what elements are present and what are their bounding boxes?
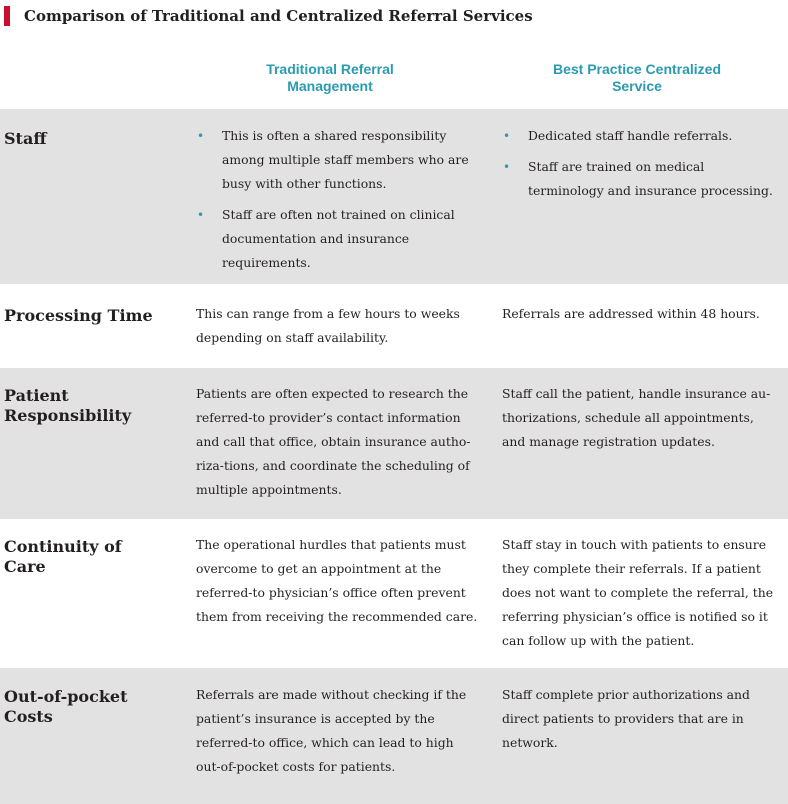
bullet-icon: • — [197, 208, 205, 222]
list-item: • Staff are often not trained on clinical documentation and insurance requirements. — [196, 203, 478, 275]
table-row-out-of-pocket-costs — [0, 668, 788, 804]
list-item: • Staff are trained on medical terminology and insurance processing. — [502, 155, 780, 203]
best-practice-list — [502, 124, 780, 210]
row-label: Processing Time — [4, 306, 153, 325]
best-practice-text: Staff complete prior authorizations and direct patients to providers that are in network. — [502, 687, 750, 750]
list-item: • Dedicated staff handle referrals. — [502, 124, 780, 148]
row-label: Continuity of Care — [4, 537, 122, 576]
bullet-icon: • — [197, 129, 205, 143]
bullet-icon: • — [503, 160, 511, 174]
table-row-processing-time — [0, 284, 788, 368]
traditional-text: This can range from a few hours to weeks depending on staff availability. — [196, 306, 460, 345]
row-label: Out-of-pocket Costs — [4, 687, 128, 726]
traditional-text: Referrals are made without checking if the patient’s insurance is accepted by the referred-to office, which can lead to high out-of-pocket costs for patients. — [196, 687, 467, 774]
traditional-list — [196, 124, 478, 282]
bullet-icon: • — [503, 129, 511, 143]
column-header-best-practice: Best Practice Centralized Service — [552, 61, 722, 94]
column-header-traditional: Traditional Referral Management — [266, 61, 394, 94]
row-label: Staff — [4, 129, 47, 148]
table-row-continuity-of-care — [0, 519, 788, 668]
best-practice-text: Staff stay in touch with patients to ensure they complete their referrals. If a patient does not want to complete the referral, the referring physician’s office is notified so it can follow up with the patient. — [502, 537, 774, 648]
row-label: Patient Responsibility — [4, 386, 132, 425]
table-row-staff — [0, 109, 788, 284]
table-row-patient-responsibility — [0, 368, 788, 519]
title-accent-bar — [4, 6, 10, 26]
list-item: • This is often a shared responsibility among multiple staff members who are busy with other functions. — [196, 124, 478, 196]
page-title: Comparison of Traditional and Centralized Referral Services — [24, 7, 533, 25]
best-practice-text: Staff call the patient, handle insurance authorizations, schedule all appointments, and manage registration updates. — [502, 386, 771, 449]
best-practice-text: Referrals are addressed within 48 hours. — [502, 306, 760, 321]
traditional-text: The operational hurdles that patients must overcome to get an appointment at the referred-to physician’s office often prevent them from receiving the recommended care. — [196, 537, 478, 624]
title-bar — [0, 6, 788, 26]
traditional-text: Patients are often expected to research the referred-to provider’s contact information and call that office, obtain insurance authoriza-tions, and coordinate the scheduling of multiple appointments. — [196, 386, 471, 497]
